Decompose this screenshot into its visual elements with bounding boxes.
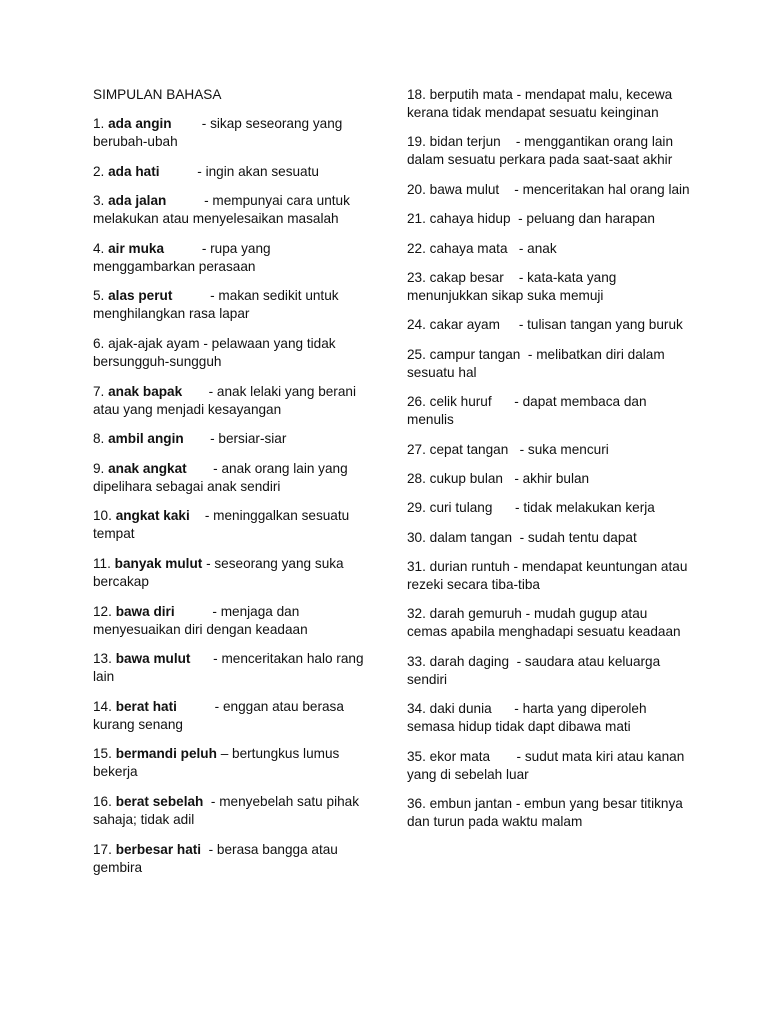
entry-definition: - seseorang yang suka bercakap	[93, 555, 344, 589]
idiom-entry	[93, 192, 376, 228]
idiom-entry	[93, 507, 376, 543]
entry-term: air muka	[108, 240, 165, 256]
idiom-entry: 26. celik huruf - dapat membaca dan menulis	[407, 394, 651, 428]
entry-term: ambil angin	[108, 431, 184, 447]
right-entry-list	[407, 86, 690, 831]
entry-definition: – bertungkus lumus bekerja	[93, 746, 340, 780]
entry-number: 5.	[93, 288, 105, 304]
idiom-entry	[93, 163, 376, 181]
entry-number: 15.	[93, 746, 112, 762]
entry-number: 1.	[93, 116, 105, 131]
entry-term: angkat kaki	[115, 508, 190, 524]
idiom-entry	[93, 115, 376, 151]
entry-number: 13.	[93, 651, 112, 667]
entry-term: bawa mulut	[115, 651, 191, 667]
idiom-entry: 20. bawa mulut - menceritakan hal orang lain	[407, 181, 690, 197]
entry-number: 4.	[93, 240, 105, 256]
entry-gap	[203, 794, 211, 809]
idiom-entry: 23. cakap besar - kata-kata yang menunjukkan sikap suka memuji	[407, 269, 621, 303]
entry-number: 12.	[93, 603, 112, 619]
idiom-entry: 18. berputih mata - mendapat malu, kecewa kerana tidak mendapat sesuatu keinginan	[407, 87, 677, 120]
entry-number: 8.	[93, 431, 105, 447]
idiom-entry: 22. cahaya mata - anak	[407, 240, 557, 256]
entry-gap	[187, 461, 213, 476]
entry-term: ajak-ajak ayam	[108, 335, 200, 351]
entry-number: 10.	[93, 508, 112, 524]
idiom-entry	[93, 383, 376, 419]
entry-number: 3.	[93, 193, 105, 209]
idiom-entry	[93, 745, 376, 781]
entry-number: 16.	[93, 793, 112, 809]
entry-number: 6.	[93, 335, 105, 351]
entry-gap	[177, 699, 215, 714]
entry-number: 7.	[93, 383, 105, 399]
entry-term: ada angin	[108, 116, 172, 131]
idiom-entry: 35. ekor mata - sudut mata kiri atau kanan yang di sebelah luar	[407, 748, 689, 782]
entry-term: berbesar hati	[115, 841, 202, 857]
entry-definition: - menjaga dan menyesuaikan diri dengan keadaan	[93, 603, 308, 637]
entry-definition: - pelawaan yang tidak bersungguh-sungguh	[93, 335, 336, 369]
idiom-entry: 32. darah gemuruh - mudah gugup atau cemas apabila menghadapi sesuatu keadaan	[407, 606, 681, 640]
left-entry-list	[93, 115, 376, 877]
entry-definition: - makan sedikit untuk menghilangkan rasa lapar	[93, 288, 339, 322]
entry-gap	[172, 116, 202, 131]
entry-term: bermandi peluh	[115, 746, 217, 762]
idiom-entry: 19. bidan terjun - menggantikan orang lain dalam sesuatu perkara pada saat-saat akhir	[407, 134, 677, 168]
entry-gap	[172, 288, 210, 303]
idiom-entry: 34. daki dunia - harta yang diperoleh semasa hidup tidak dapt dibawa mati	[407, 701, 651, 735]
idiom-entry	[93, 287, 376, 323]
entry-gap	[190, 508, 205, 523]
entry-term: berat sebelah	[115, 793, 204, 809]
entry-gap	[175, 604, 213, 619]
idiom-entry: 33. darah daging - saudara atau keluarga sendiri	[407, 653, 664, 687]
entry-term: anak bapak	[108, 383, 183, 399]
entry-number: 2.	[93, 163, 105, 179]
entry-definition: - anak lelaki yang berani atau yang menjadi kesayangan	[93, 383, 356, 417]
entry-number: 17.	[93, 841, 112, 857]
entry-definition: - ingin akan sesuatu	[197, 163, 319, 179]
idiom-entry	[93, 430, 376, 448]
idiom-entry: 25. campur tangan - melibatkan diri dalam sesuatu hal	[407, 346, 669, 380]
entry-definition: - rupa yang menggambarkan perasaan	[93, 240, 271, 274]
idiom-entry	[93, 240, 376, 276]
entry-definition: - bersiar-siar	[210, 431, 287, 447]
entry-definition: - berasa bangga atau gembira	[93, 841, 338, 875]
idiom-entry: 21. cahaya hidup - peluang dan harapan	[407, 211, 655, 227]
idiom-entry: 28. cukup bulan - akhir bulan	[407, 470, 590, 486]
entry-number: 14.	[93, 698, 112, 714]
entry-definition: - enggan atau berasa kurang senang	[93, 698, 344, 732]
entry-number: 11.	[93, 555, 111, 571]
entry-definition: - menceritakan halo rang lain	[93, 651, 364, 685]
idiom-entry: 29. curi tulang - tidak melakukan kerja	[407, 500, 655, 516]
entry-definition: - anak orang lain yang dipelihara sebagai anak sendiri	[93, 460, 348, 494]
entry-gap	[160, 164, 198, 179]
entry-term: alas perut	[108, 288, 173, 304]
entry-term: anak angkat	[108, 460, 187, 476]
entry-term: ada jalan	[108, 193, 167, 209]
entry-definition: - sikap seseorang yang berubah-ubah	[93, 116, 343, 149]
entry-term: ada hati	[108, 163, 160, 179]
entry-gap	[166, 193, 204, 208]
idiom-entry: 31. durian runtuh - mendapat keuntungan atau rezeki secara tiba-tiba	[407, 559, 692, 593]
idiom-entry	[93, 460, 376, 496]
idiom-entry	[93, 555, 376, 591]
document-title: SIMPULAN BAHASA	[93, 87, 222, 102]
idiom-entry	[93, 335, 376, 371]
entry-term: banyak mulut	[114, 555, 203, 571]
entry-term: bawa diri	[115, 603, 175, 619]
idiom-entry	[93, 650, 376, 686]
idiom-entry	[93, 793, 376, 829]
entry-gap	[201, 842, 209, 857]
idiom-entry: 27. cepat tangan - suka mencuri	[407, 441, 609, 457]
entry-number: 9.	[93, 460, 105, 476]
entry-term: berat hati	[115, 698, 177, 714]
idiom-entry	[93, 841, 376, 877]
idiom-entry: 24. cakar ayam - tulisan tangan yang buruk	[407, 317, 683, 333]
entry-gap	[182, 384, 208, 399]
idiom-entry	[93, 603, 376, 639]
entry-gap	[164, 241, 202, 256]
entry-definition: - meninggalkan sesuatu tempat	[93, 508, 350, 542]
entry-definition: - mempunyai cara untuk melakukan atau menyelesaikan masalah	[93, 193, 350, 227]
entry-definition: - menyebelah satu pihak sahaja; tidak adil	[93, 793, 360, 827]
idiom-entry: 30. dalam tangan - sudah tentu dapat	[407, 529, 637, 545]
idiom-entry	[93, 698, 376, 734]
entry-gap	[190, 651, 213, 666]
right-column	[407, 86, 690, 842]
left-column	[93, 86, 376, 888]
idiom-entry: 36. embun jantan - embun yang besar titiknya dan turun pada waktu malam	[407, 796, 687, 830]
entry-gap	[184, 431, 210, 446]
